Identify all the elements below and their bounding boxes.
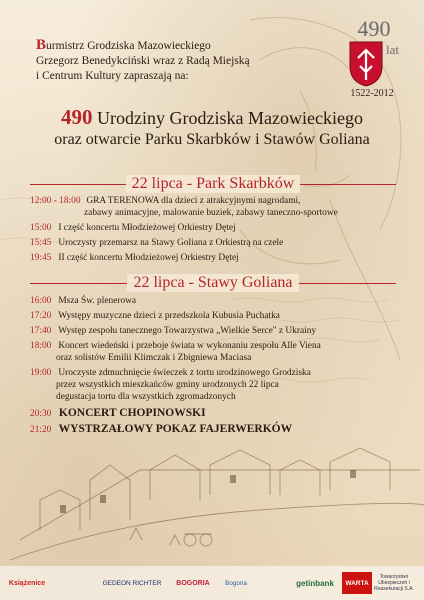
event-text: II część koncertu Młodzieżowej Orkiestry Dętej (58, 253, 239, 263)
intro-line-1 (36, 38, 336, 54)
event-time: 18:00 (30, 341, 52, 351)
event-text: Występ zespołu tanecznego Towarzystwa „Wielkie Serce" z Ukrainy (58, 326, 317, 336)
crest-suffix: lat (386, 42, 399, 57)
event-text: WYSTRZAŁOWY POKAZ FAJERWERKÓW (58, 423, 293, 435)
sponsor-logo-bogoria: Bogoria (225, 579, 247, 587)
event-row (30, 311, 280, 323)
intro-line-1-rest: urmistrz Grodziska Mazowieckiego (46, 40, 211, 52)
event-row (30, 196, 300, 208)
event-time: 15:45 (30, 238, 52, 248)
crest-years: 1522-2012 (350, 88, 394, 99)
crest-number: 490 (357, 16, 391, 41)
event-text: I część koncertu Młodzieżowej Orkiestry Dętej (58, 223, 236, 233)
event-continuation: oraz solistów Emilii Klimczak i Zbigniewa Maciasa (56, 353, 252, 363)
section-heading-stawy (30, 274, 396, 292)
anniversary-crest (338, 14, 406, 102)
event-row (30, 223, 236, 235)
event-text: Występy muzyczne dzieci z przedszkola Kubusia Puchatka (58, 311, 280, 321)
intro-line-2: Grzegorz Benedykciński wraz z Radą Miejską (36, 55, 250, 67)
event-continuation: degustacja tortu dla wszystkich zgromadzonych (56, 392, 236, 402)
event-row (30, 238, 283, 250)
crest-shield-icon (338, 14, 406, 88)
section-heading-label: 22 lipca - Stawy Goliana (127, 274, 298, 292)
event-row (30, 341, 321, 353)
event-text: Msza Św. plenerowa (58, 296, 137, 306)
sponsor-logo-getinbank: getinbank (296, 578, 334, 588)
main-subtitle: oraz otwarcie Parku Skarbków i Stawów Goliana (54, 131, 370, 148)
intro-line-3: i Centrum Kultury zapraszają na: (36, 70, 189, 82)
event-time: 21:20 (30, 425, 52, 435)
intro-text (36, 38, 336, 84)
event-time: 19:45 (30, 253, 52, 263)
event-row (30, 368, 311, 380)
event-text: GRA TERENOWA dla dzieci z atrakcyjnymi nagrodami, (86, 196, 301, 206)
event-continuation: zabawy animacyjne, malowanie buziek, zabawy taneczno-sportowe (84, 208, 338, 218)
event-row-highlight (30, 407, 206, 421)
section-heading-park (30, 175, 396, 193)
event-row (30, 253, 239, 265)
sponsor-logo-insurance: Towarzystwo Ubezpieczeń i Reasekuracji S.A. (374, 574, 414, 592)
sponsor-logo-bogoria-radio: BOGORIA (176, 579, 210, 587)
event-time: 19:00 (30, 368, 52, 378)
event-text: Uroczyste zdmuchnięcie świeczek z tortu urodzinowego Grodziska (58, 368, 311, 378)
event-text: Koncert wiedeński i przeboje świata w wykonaniu zespołu Alle Viena (58, 341, 321, 351)
section-heading-label: 22 lipca - Park Skarbków (126, 175, 301, 193)
event-continuation: przez wszystkich mieszkańców gminy urodzonych 22 lipca (56, 380, 279, 390)
sponsor-logo-warta: WARTA (342, 572, 372, 594)
event-row-highlight (30, 423, 292, 437)
event-time: 15:00 (30, 223, 52, 233)
sponsor-logo-ksiazenice: Książenice (8, 579, 46, 587)
event-text: Uroczysty przemarsz na Stawy Goliana z Orkiestrą na czele (58, 238, 284, 248)
event-time: 12:00 - 18:00 (30, 196, 81, 206)
intro-dropcap: B (36, 37, 47, 53)
event-row (30, 326, 316, 338)
event-time: 20:30 (30, 409, 52, 419)
event-row (30, 296, 136, 308)
main-title-number: 490 (61, 105, 93, 129)
sponsor-logo-gedeon-richter: GEDEON RICHTER (102, 579, 162, 587)
main-title-rest: Urodziny Grodziska Mazowieckiego (97, 108, 363, 128)
event-time: 16:00 (30, 296, 52, 306)
event-time: 17:40 (30, 326, 52, 336)
event-text: KONCERT CHOPINOWSKI (58, 407, 206, 419)
event-time: 17:20 (30, 311, 52, 321)
main-title (0, 106, 424, 129)
